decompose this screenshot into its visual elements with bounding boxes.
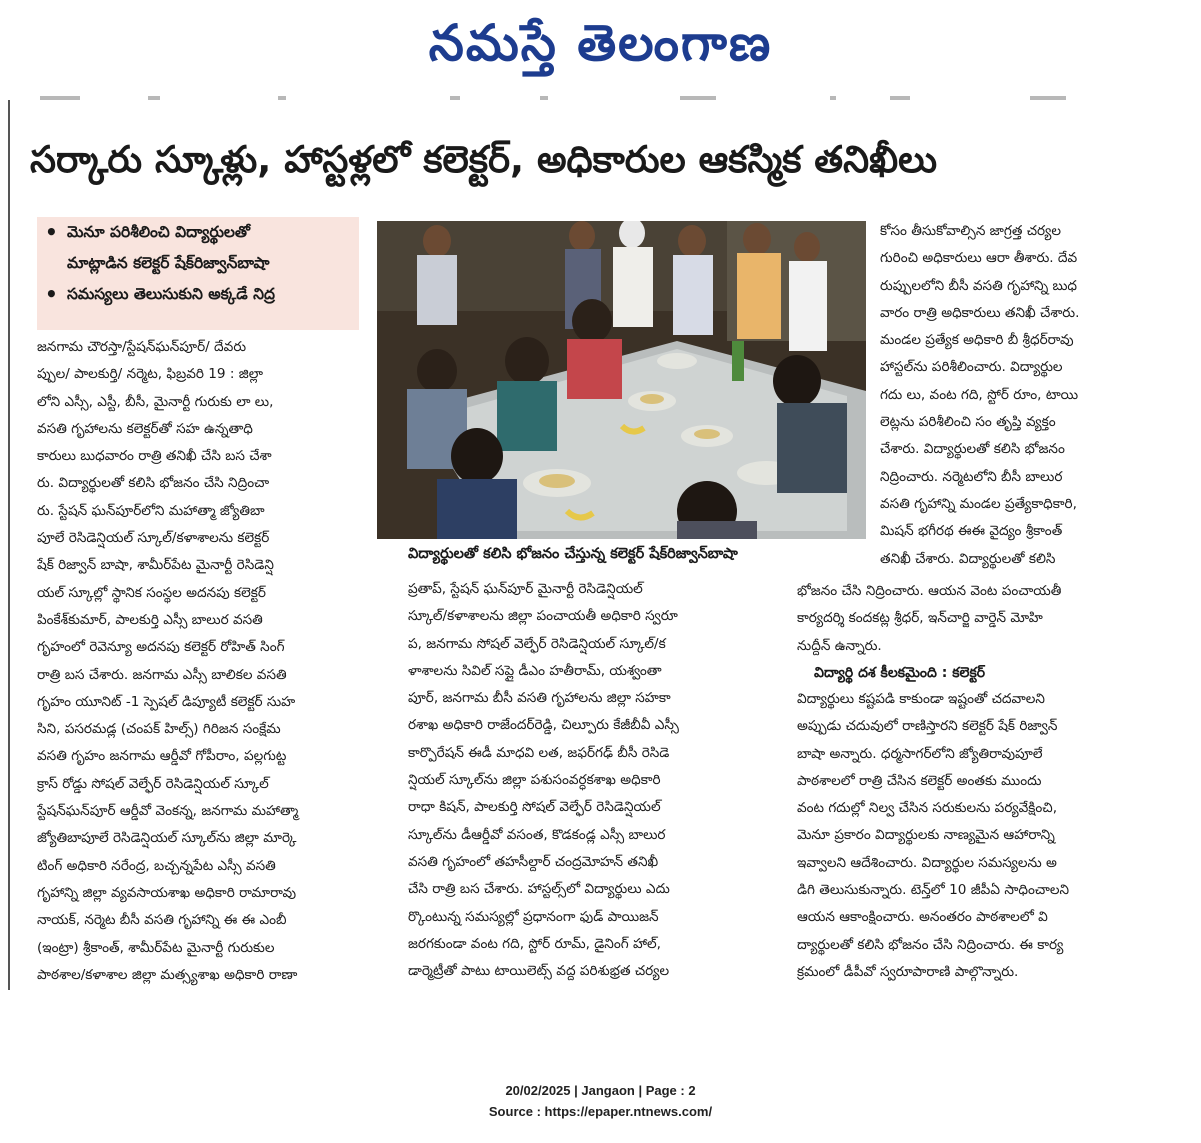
article-headline: సర్కారు స్కూళ్లు, హాస్టళ్లలో కలెక్టర్, అధికారుల ఆకస్మిక తనిఖీలు <box>30 138 938 181</box>
footer-meta: 20/02/2025 | Jangaon | Page : 2 <box>505 1083 696 1098</box>
article-column-1: జనగామ చౌరస్తా/స్టేషన్‌ఘన్‌పూర్/ దేవరు ప్పుల/ పాలకుర్తి/ నర్మెట, ఫిబ్రవరి 19 : జిల్లా లోని ఎస్సీ, ఎస్టీ, బీసీ, మైనార్టీ గురుకు లా లు, వసతి గృహాలను కలెక్టర్‌తో సహ ఉన్నతాధి కారులు బుధవారం రాత్రి తనిఖీ చేసి బస చేశా రు. విద్యార్థులతో కలిసి భోజనం చేసి నిద్రించా రు. స్టేషన్ ఘన్‌పూర్‌లోని మహాత్మా జ్యోతిబా పూలే రెసిడెన్షియల్ స్కూల్/కళాశాలను కలెక్టర్ షేక్ రిజ్వాన్ బాషా, శామీర్‌పేట మైనార్టీ రెసిడెన్షి యల్ స్కూల్లో స్థానిక సంస్థల అదనపు కలెక్టర్ పింకేశ్‌కుమార్, పాలకుర్తి ఎస్సీ బాలుర వసతి గృహంలో రెవెన్యూ అదనపు కలెక్టర్ రోహిత్ సింగ్ రాత్రి బస చేశారు. జనగామ ఎస్సీ బాలికల వసతి గృహం యూనిట్ -1 స్పెషల్ డిప్యూటీ కలెక్టర్ సుహ సిని, పసరమడ్ల (చంపక్ హిల్స్) గిరిజన సంక్షేమ వసతి గృహం జనగామ ఆర్డీవో గోపీరాం, పల్లగుట్ట క్రాస్ రోడ్డు సోషల్ వెల్ఫేర్ రెసిడెన్షియల్ స్కూల్ స్టేషన్‌ఘన్‌పూర్ ఆర్డీవో వెంకన్న, జనగామ మహాత్మా జ్యోతిబాపూలే రెసిడెన్షియల్ స్కూల్‌ను జిల్లా మార్కె టింగ్ అధికారి నరేంద్ర, బచ్చన్నపేట ఎస్సీ వసతి గృహాన్ని జిల్లా వ్యవసాయశాఖ అధికారి రామారావు నాయక్, నర్మెట బీసీ వసతి గృహాన్ని ఈ ఈ ఎంబీ (ఇంట్రా) శ్రీకాంత్, శామీర్‌పేట మైనార్టీ గురుకుల పాఠశాల/కళాశాల జిల్లా మత్స్యశాఖ అధికారి రాణా <box>37 339 299 983</box>
column-divider-rule <box>8 100 10 990</box>
highlight-item <box>37 217 359 279</box>
highlight-line: మాట్లాడిన కలెక్టర్ షేక్‌రిజ్వాన్‌బాషా <box>67 254 270 272</box>
subheading: విద్యార్థి దశ కీలకమైంది : కలెక్టర్ <box>814 665 986 681</box>
bullet-icon: • <box>45 220 58 244</box>
bullet-icon: • <box>45 282 58 306</box>
footer-source-link[interactable]: Source : https://epaper.ntnews.com/ <box>488 1104 713 1119</box>
article-column-3-bottom: విద్యార్థులు కష్టపడి కాకుండా ఇష్టంతో చదవాలని అప్పుడు చదువులో రాణిస్తారని కలెక్టర్ షేక్ రిజ్వాన్ బాషా అన్నారు. ధర్మసాగర్‌లోని జ్యోతిరావుపూలే పాఠశాలలో రాత్రి చేసిన కలెక్టర్ అంతకు ముందు వంట గదుల్లో నిల్వ చేసిన సరుకులను పర్యవేక్షించి, మెనూ ప్రకారం విద్యార్థులకు నాణ్యమైన ఆహారాన్ని ఇవ్వాలని ఆదేశించారు. విద్యార్థుల సమస్యలను అ డిగి తెలుసుకున్నారు. టెన్త్‌లో 10 జీపీఏ సాధించాలని ఆయన ఆకాంక్షించారు. అనంతరం పాఠశాలలో వి ద్యార్థులతో కలిసి భోజనం చేసి నిద్రించారు. ఈ కార్య క్రమంలో డీపీవో స్వరూపారాణి పాల్గొన్నారు. <box>797 691 1070 980</box>
highlights-box <box>37 217 359 330</box>
article-column-2: ప్రతాప్, స్టేషన్ ఘన్‌పూర్ మైనార్టీ రెసిడెన్షియల్ స్కూల్/కళాశాలను జిల్లా పంచాయతీ అధికారి స్వరూ ప, జనగామ సోషల్ వెల్ఫేర్ రెసిడెన్షియల్ స్కూల్/క ళాశాలను సివిల్ సప్లై డీఎం హతీరామ్, యశ్వంతా పూర్, జనగామ బీసీ వసతి గృహాలను జిల్లా సహకా రశాఖ అధికారి రాజేందర్‌రెడ్డి, చిల్పూరు కేజీబీవీ ఎస్సీ కార్పొరేషన్ ఈడీ మాధవి లత, జఫర్‌గఢ్ బీసీ రెసిడె న్షియల్ స్కూల్‌ను జిల్లా పశుసంవర్ధకశాఖ అధికారి రాధా కిషన్, పాలకుర్తి సోషల్ వెల్ఫేర్ రెసిడెన్షియల్ స్కూల్‌ను డీఆర్డీవో వసంత, కొడకండ్ల ఎస్సీ బాలుర వసతి గృహంలో తహసీల్దార్ చంద్రమోహన్ తనిఖీ చేసి రాత్రి బస చేశారు. హాస్టల్స్‌లో విద్యార్థులు ఎదు ర్కొంటున్న సమస్యల్లో ప్రధానంగా ఫుడ్ పాయిజన్ జరగకుండా వంట గది, స్టోర్ రూమ్, డైనింగ్ హాల్, డార్మెట్రీతో పాటు టాయిలెట్స్ వద్ద పరిశుభ్రత చర్యల <box>408 581 679 980</box>
article-column-3-mid: భోజనం చేసి నిద్రించారు. ఆయన వెంట పంచాయతీ కార్యదర్శి కందకట్ల శ్రీధర్, ఇన్‌చార్జి వార్డెన్ మోహి నుద్దీన్ ఉన్నారు. <box>797 583 1062 654</box>
newspaper-masthead: నమస్తే తెలంగాణ <box>428 14 773 72</box>
article-column-3-top: కోసం తీసుకోవాల్సిన జాగ్రత్త చర్యల గురించి అధికారులు ఆరా తీశారు. దేవ రుప్పులలోని బీసీ వసతి గృహాన్ని బుధ వారం రాత్రి అధికారులు తనిఖీ చేశారు. మండల ప్రత్యేక అధికారి బీ శ్రీధర్‌రావు హాస్టల్‌ను పరిశీలించారు. విద్యార్థుల గదు లు, వంట గది, స్టోర్ రూం, టాయి లెట్లను పరిశీలించి సం తృప్తి వ్యక్తం చేశారు. విద్యార్థులతో కలిసి భోజనం నిద్రించారు. నర్మెటలోని బీసీ బాలుర వసతి గృహాన్ని మండల ప్రత్యేకాధికారి, మిషన్ భగీరథ ఈఈ వైద్యం శ్రీకాంత్ తనిఖీ చేశారు. విద్యార్థులతో కలిసి <box>880 223 1080 567</box>
photo-caption: విద్యార్థులతో కలిసి భోజనం చేస్తున్న కలెక్టర్ షేక్‌రిజ్వాన్‌బాషా <box>408 546 738 562</box>
news-photo <box>377 221 866 539</box>
dining-hall-photo <box>377 221 866 539</box>
clipped-previous-line <box>40 92 1100 106</box>
highlight-line: మెనూ పరిశీలించి విద్యార్థులతో <box>67 223 251 241</box>
highlight-item <box>37 279 359 310</box>
highlight-line: సమస్యలు తెలుసుకుని అక్కడే నిద్ర <box>67 285 275 303</box>
